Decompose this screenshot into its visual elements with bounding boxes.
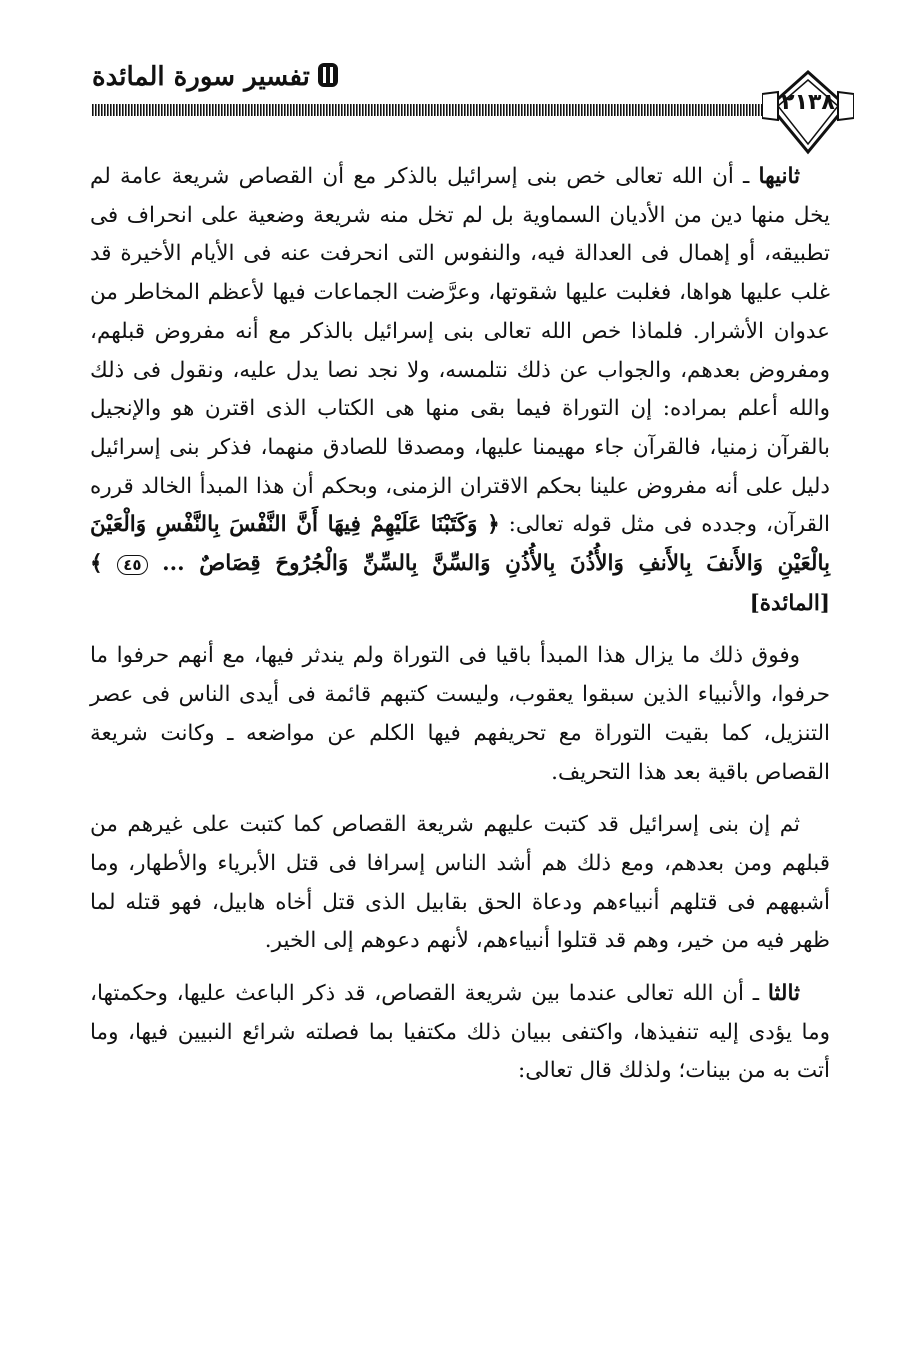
- paragraph-text: ـ أن الله تعالى خص بنى إسرائيل بالذكر مع أن القصاص شريعة عامة لم يخل منها دين من الأديان السماوية بل لم تخل منه شريعة وضعية على انحراف فى تطبيقه، أو إهمال فى العدالة فيه، والنفوس التى انحرفت عنه فى الأيام الأخيرة قد غلب عليها هواها، فغلبت عليها شقوتها، وعرَّضت الجماعات فيها لأعظم المخاطر من عدوان الأشرار. فلماذا خص الله تعالى بنى إسرائيل بالذكر مع أنه مفروض قبلهم، ومفروض بعدهم، والجواب عن ذلك نتلمسه، ولا نجد نصا يدل عليه، ونقول فى ذلك والله أعلم بمراده: إن التوراة فيما بقى منها هى الكتاب الذى اقترن هو والإنجيل بالقرآن زمنيا، فالقرآن جاء مهيمنا عليها، ومصدقا للصادق منهما، فذكر بنى إسرائيل دليل على أنه مفروض علينا بحكم الاقتران الزمنى، وبحكم أن هذا المبدأ الخالد قرره القرآن، وجدده فى مثل قوله تعالى:: [90, 164, 830, 538]
- quran-verse: ﴿ وَكَتَبْنَا عَلَيْهِمْ فِيهَا أَنَّ النَّفْسَ بِالنَّفْسِ وَالْعَيْنَ بِالْعَيْنِ وَالأَنفَ بِالأَنفِ وَالأُذُنَ بِالأُذُنِ وَالسِّنَّ بِالسِّنِّ وَالْجُرُوحَ قِصَاصٌ ...: [90, 512, 830, 577]
- paragraph-3: [90, 806, 830, 961]
- running-title: تفسير سورة المائدة: [92, 62, 310, 92]
- ornament-icon: [316, 60, 340, 90]
- surah-citation: [المائدة]: [749, 590, 830, 616]
- paragraph-4: [90, 975, 830, 1091]
- page-number: ٢١٣٨: [781, 90, 835, 115]
- ayah-number: ٤٥: [117, 555, 147, 575]
- paragraph-2: [90, 637, 830, 792]
- page-header: [0, 0, 922, 160]
- paragraph-text: وفوق ذلك ما يزال هذا المبدأ باقيا فى التوراة ولم يندثر فيها، مع أنهم حرفوا ما حرفوا، والأنبياء الذين سبقوا يعقوب، وليست كتبهم قائمة فى أيدى الناس فى عصر التنزيل، كما بقيت التوراة مع تحريفهم فيها الكلم عن مواضعه ـ وكانت شريعة القصاص باقية بعد هذا التحريف.: [90, 643, 830, 785]
- paragraph-text: ثم إن بنى إسرائيل قد كتبت عليهم شريعة القصاص كما كتبت على غيرهم من قبلهم ومن بعدهم، ومع ذلك هم أشد الناس إسرافا فى قتل الأبرياء والأطهار، وما أشبههم فى قتلهم أنبياءهم ودعاة الحق بقابيل الذى قتل أخاه هابيل، فهو قتله لما ظهر فيه من خير، وهم قد قتلوا أنبياءهم، لأنهم دعوهم إلى الخير.: [90, 812, 830, 954]
- lead-word: ثالثا: [767, 981, 800, 1007]
- paragraph-text: ـ أن الله تعالى عندما بين شريعة القصاص، قد ذكر الباعث عليها، وحكمتها، وما يؤدى إليه تنفيذها، واكتفى ببيان ذلك مكتفيا بما فصلته شرائع النبيين فيها، وما أتت به من بينات؛ ولذلك قال تعالى:: [90, 981, 830, 1084]
- page-body: [90, 158, 830, 1091]
- paragraph-1: [90, 158, 830, 623]
- lead-word: ثانيها: [758, 164, 800, 189]
- header-rule: [92, 104, 772, 116]
- verse-close: ﴾: [90, 551, 118, 577]
